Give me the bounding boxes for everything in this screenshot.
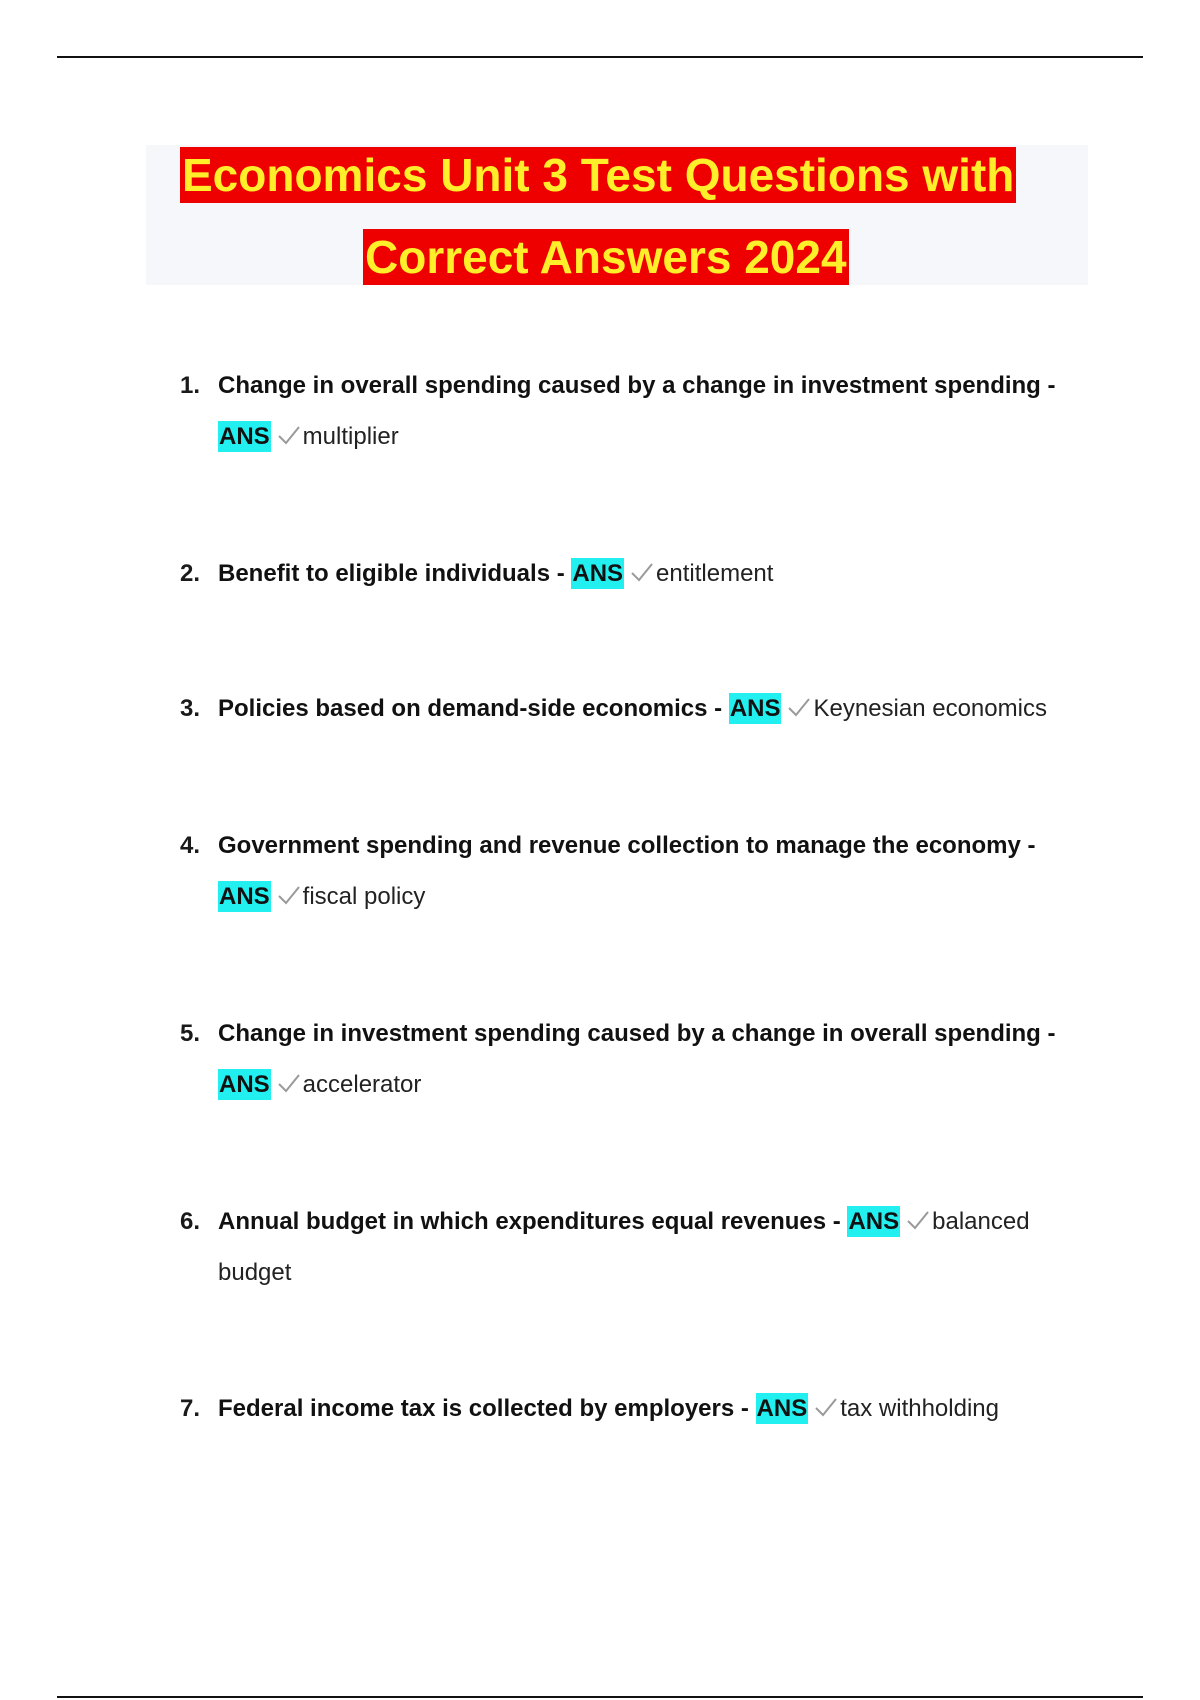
list-item	[180, 1196, 1080, 1298]
question-text: Benefit to eligible individuals -	[218, 560, 565, 587]
question-text: Annual budget in which expenditures equal revenues -	[218, 1208, 841, 1235]
ans-label: ANS	[756, 1395, 808, 1422]
title-block	[146, 145, 1088, 285]
answer-text: multiplier	[302, 423, 399, 450]
checkmark-icon	[277, 873, 301, 895]
checkmark-icon	[277, 413, 301, 435]
ans-label: ANS	[219, 883, 270, 910]
answer-text: tax withholding	[840, 1395, 999, 1422]
question-text: Federal income tax is collected by employers -	[218, 1395, 749, 1422]
question-text: Change in overall spending caused by a change in investment spending -	[218, 372, 1056, 399]
checkmark-icon	[814, 1385, 838, 1407]
answer-text: accelerator	[302, 1071, 422, 1098]
ans-label: ANS	[729, 695, 781, 722]
ans-label: ANS	[572, 560, 624, 587]
checkmark-icon	[630, 550, 654, 572]
question-number: 3.	[180, 695, 201, 722]
answer-text: fiscal policy	[302, 883, 426, 910]
question-number: 7.	[180, 1395, 201, 1422]
page-title-line-1: Economics Unit 3 Test Questions with	[182, 149, 1015, 201]
top-rule	[57, 56, 1143, 58]
bottom-rule	[57, 1696, 1143, 1698]
answer-text: entitlement	[656, 560, 774, 587]
question-number: 5.	[180, 1020, 201, 1047]
page-title-line-2: Correct Answers 2024	[365, 231, 847, 283]
ans-label: ANS	[219, 1071, 270, 1098]
question-number: 6.	[180, 1208, 201, 1235]
question-text: Change in investment spending caused by a change in overall spending -	[218, 1020, 1056, 1047]
question-number: 2.	[180, 560, 201, 587]
checkmark-icon	[787, 685, 811, 707]
question-text: Government spending and revenue collection to manage the economy -	[218, 832, 1036, 859]
list-item	[180, 1383, 1080, 1434]
checkmark-icon	[277, 1061, 301, 1083]
list-item	[180, 683, 1080, 734]
question-number: 4.	[180, 832, 201, 859]
answer-text: balanced budget	[218, 1208, 1030, 1286]
ans-label: ANS	[848, 1208, 900, 1235]
question-text: Policies based on demand-side economics -	[218, 695, 723, 722]
checkmark-icon	[906, 1198, 930, 1220]
question-number: 1.	[180, 372, 201, 399]
answer-text: Keynesian economics	[813, 695, 1047, 722]
list-item	[180, 360, 1080, 462]
ans-label: ANS	[219, 423, 270, 450]
list-item	[180, 820, 1080, 922]
list-item	[180, 548, 1080, 599]
list-item	[180, 1008, 1080, 1110]
